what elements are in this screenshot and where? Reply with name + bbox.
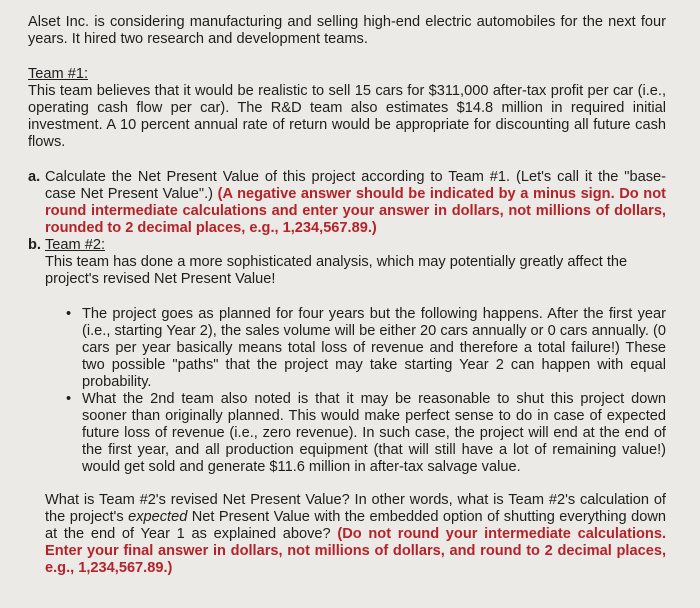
intro-paragraph: Alset Inc. is considering manufacturing and selling high-end electric automobiles for the next four years. It hired two research and development teams. (28, 14, 666, 47)
team2-text: This team has done a more sophisticated analysis, which may potentially greatly affect the project's revised Net Present Value! (45, 254, 628, 287)
team1-text: This team believes that it would be realistic to sell 15 cars for $311,000 after-tax profit per car (i.e., operating cash flow per car). The R&D team also estimates $14.8 million in required initial investment. A 10 percent annual rate of return would be appropriate for discounting all future cash flows. (28, 83, 666, 150)
question-a-instruction: (A negative answer should be indicated by a minus sign. Do not round intermediate calculations and enter your answer in dollars, not millions of dollars, rounded to 2 decimal places, e.g., 1,234,567.89.) (45, 186, 666, 236)
team2-bullet-list (45, 306, 666, 476)
bullet-item-shutdown: • What the 2nd team also noted is that it may be reasonable to shut this project down sooner than originally planned. This would make perfect sense to do in case of expected future loss of revenue (i.e., zero revenue). In such case, the project will end at the end of the first year, and all production equipment (that will still have a lot of remaining value!) would get sold and generate $11.6 million in after-tax salvage value. (82, 391, 666, 476)
final-text-2: Net Present Value with the embedded option of shutting everything down at the end of Year 1 as explained above? (45, 509, 666, 542)
question-a-body (45, 169, 666, 237)
question-a (28, 169, 666, 237)
question-b-body (45, 237, 666, 476)
team1-section (28, 66, 666, 151)
question-b-letter: b. (28, 237, 41, 253)
team2-heading: Team #2: (45, 237, 106, 253)
question-b-final (45, 492, 666, 577)
question-a-text: Calculate the Net Present Value of this project according to Team #1. (Let's call it the "base-case Net Present Value".) (45, 169, 666, 202)
final-emphasis: expected (128, 509, 188, 525)
final-text-1: What is Team #2's revised Net Present Value? In other words, what is Team #2's calculation of the project's (45, 492, 666, 525)
question-b (28, 237, 666, 476)
bullet-item-paths: • The project goes as planned for four years but the following happens. After the first year (i.e., starting Year 2), the sales volume will be either 20 cars annually or 0 cars annually. (0 cars per year basically means total loss of revenue and therefore a total failure!) These two possible "paths" that the project may take starting Year 2 can happen with equal probability. (82, 306, 666, 391)
team1-heading: Team #1: (28, 66, 89, 82)
final-instruction: (Do not round your intermediate calculations. Enter your final answer in dollars, not millions of dollars, and round to 2 decimal places, e.g., 1,234,567.89.) (45, 526, 667, 576)
question-a-letter: a. (28, 169, 41, 185)
